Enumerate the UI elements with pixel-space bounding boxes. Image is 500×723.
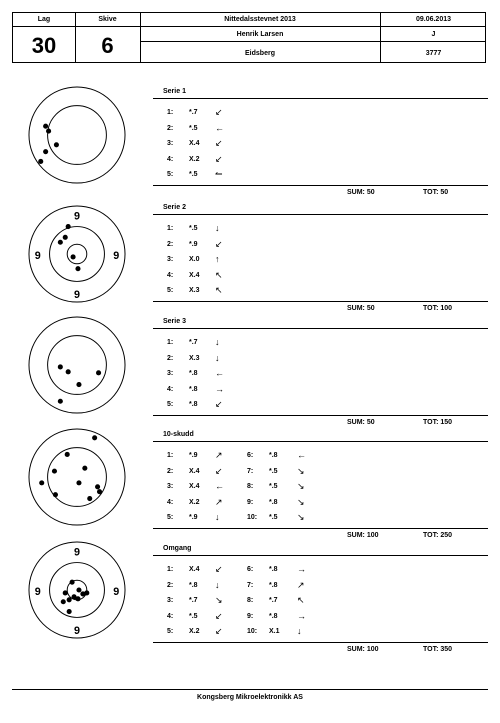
shot-direction-arrow: ↙: [215, 564, 223, 574]
footer-divider: [12, 689, 488, 690]
shot-row: [163, 171, 463, 181]
shot-value: *.8: [269, 612, 278, 620]
ring-number-label: 9: [74, 625, 80, 638]
shot-value: X.2: [189, 155, 200, 163]
shot-value: *.9: [189, 240, 198, 248]
series-total: TOT: 250: [423, 532, 453, 539]
target-ring: [48, 448, 107, 507]
shot-direction-arrow: ↘: [297, 465, 305, 476]
shot-row: [163, 269, 463, 282]
shooter-club: Eidsberg: [245, 50, 275, 57]
shot-number: 2:: [167, 124, 174, 132]
shot-hole: [43, 149, 48, 154]
shot-hole: [80, 591, 85, 596]
shot-value: *.5: [189, 225, 198, 232]
shot-row: [163, 153, 463, 166]
shot-value: X.3: [189, 354, 200, 362]
shot-number: 7:: [247, 581, 254, 589]
shot-direction-arrow: ↙: [215, 153, 223, 164]
shot-row: [163, 122, 463, 135]
shooter-number: 3777: [425, 50, 442, 57]
shot-number: 9:: [247, 612, 254, 620]
shot-number: 4:: [167, 385, 174, 393]
ring-number-label: 9: [74, 210, 80, 223]
shot-value: X.4: [189, 140, 200, 147]
shot-row: [163, 465, 463, 478]
shot-number: 5:: [167, 401, 174, 408]
shot-number: 3:: [167, 597, 174, 604]
target-ring-inner: [67, 244, 87, 264]
section-title-divider: [153, 214, 488, 215]
section-title: Omgang: [163, 545, 192, 552]
shot-direction-arrow: ←: [215, 122, 224, 133]
shot-hole: [66, 224, 71, 229]
shot-hole: [58, 364, 63, 369]
section-10-skudd: [163, 431, 487, 541]
shot-number: 4:: [167, 155, 174, 163]
shot-direction-arrow: ↗: [215, 450, 223, 460]
section-title-divider: [153, 555, 488, 556]
shot-direction-arrow: →: [215, 383, 224, 394]
section-title-divider: [153, 328, 488, 329]
series-sum: SUM: 50: [347, 419, 375, 426]
ring-number-label: 9: [34, 249, 41, 262]
shot-row: [163, 383, 463, 396]
shot-value: *.8: [269, 581, 278, 589]
shot-direction-arrow: ↙: [215, 399, 223, 409]
shot-number: 10:: [247, 628, 258, 635]
section-title-divider: [153, 441, 488, 442]
shot-value: *.8: [189, 370, 198, 377]
shot-number: 1:: [167, 566, 174, 573]
shot-value: *.9: [189, 452, 198, 459]
section-omgang: [163, 545, 487, 655]
target-ring-outer: [29, 317, 125, 413]
shot-direction-arrow: →: [297, 564, 306, 574]
shot-direction-arrow: ↓: [297, 626, 302, 636]
shot-row: [163, 483, 463, 493]
shot-number: 5:: [167, 628, 174, 635]
shot-value: *.8: [269, 566, 278, 573]
series-total: TOT: 50: [423, 189, 449, 196]
shot-hole: [76, 587, 81, 592]
shot-row: [163, 352, 463, 365]
shooter-name: Henrik Larsen: [236, 31, 284, 38]
shot-direction-arrow: ↓: [215, 337, 220, 347]
shot-value: *.5: [189, 612, 198, 620]
shot-hole: [82, 466, 87, 471]
shot-row: [163, 579, 463, 592]
shot-number: 9:: [247, 498, 254, 506]
ring-number-label: 9: [113, 249, 120, 262]
shot-hole: [67, 597, 72, 602]
shot-direction-arrow: ↘: [297, 496, 305, 507]
series-sum: SUM: 100: [347, 646, 379, 653]
shot-number: 4:: [167, 271, 174, 279]
shot-direction-arrow: ↙: [215, 465, 223, 476]
shot-value: *.8: [189, 581, 198, 589]
shot-value: X.3: [189, 287, 200, 294]
shot-value: X.4: [189, 483, 200, 490]
shot-number: 2:: [167, 354, 174, 362]
shot-number: 3:: [167, 483, 174, 490]
ring-number-label: 9: [74, 546, 80, 559]
shot-number: 1:: [167, 109, 174, 116]
shot-value: *.5: [189, 171, 198, 178]
shot-number: 3:: [167, 370, 174, 377]
shot-number: 8:: [247, 483, 254, 490]
shot-number: 4:: [167, 498, 174, 506]
shot-hole: [52, 469, 57, 474]
ring-number-label: 9: [74, 289, 80, 302]
target-ring-outer: [29, 87, 125, 183]
shot-direction-arrow: ↖: [215, 285, 223, 295]
shot-number: 5:: [167, 287, 174, 294]
shot-number: 1:: [167, 225, 174, 232]
shot-direction-arrow: ↙: [215, 626, 223, 636]
series-total: TOT: 150: [423, 419, 453, 426]
shot-row: [163, 401, 463, 411]
shot-number: 2:: [167, 240, 174, 248]
shot-hole: [39, 480, 44, 485]
shot-hole: [95, 484, 100, 489]
shot-number: 6:: [247, 566, 254, 573]
shot-number: 1:: [167, 452, 174, 459]
shot-number: 1:: [167, 339, 174, 346]
event-name: Nittedalsstevnet 2013: [224, 16, 296, 23]
shot-value: *.7: [189, 109, 198, 116]
shot-number: 4:: [167, 612, 174, 620]
shot-direction-arrow: ↓: [215, 579, 220, 590]
shot-hole: [54, 142, 59, 147]
shot-direction-arrow: ↓: [215, 352, 220, 363]
shot-value: X.4: [189, 271, 200, 279]
shot-row: [163, 610, 463, 623]
shot-row: [163, 496, 463, 509]
shot-number: 5:: [167, 171, 174, 178]
header-table: [12, 12, 486, 63]
shot-row: [163, 140, 463, 150]
shot-value: *.8: [269, 452, 278, 459]
shot-value: X.4: [189, 566, 200, 573]
shot-hole: [70, 580, 75, 585]
shot-hole: [46, 129, 51, 134]
shot-value: *.7: [189, 597, 198, 604]
shot-number: 5:: [167, 514, 174, 521]
shot-hole: [76, 382, 81, 387]
shot-hole: [67, 609, 72, 614]
section-sum-divider: [153, 301, 488, 302]
shot-row: [163, 597, 463, 607]
shot-value: *.8: [189, 385, 198, 393]
shot-row: [163, 370, 463, 380]
target-ring: [50, 227, 105, 282]
target-serie-3: [28, 316, 126, 414]
shot-hole: [71, 254, 76, 259]
shot-row: [163, 452, 463, 462]
shot-direction-arrow: ↙: [215, 107, 223, 117]
shot-value: *.5: [189, 124, 198, 132]
shot-hole: [76, 480, 81, 485]
shot-direction-arrow: →: [297, 610, 306, 621]
section-sum-divider: [153, 528, 488, 529]
target-10-skudd: [28, 428, 126, 526]
shot-value: *.5: [269, 467, 278, 475]
shot-direction-arrow: ←: [297, 450, 306, 460]
shot-direction-arrow: ↓: [215, 223, 220, 233]
ring-number-label: 9: [113, 585, 120, 598]
shot-direction-arrow: ↙: [215, 610, 223, 621]
shot-hole: [92, 435, 97, 440]
target-serie-1: [28, 86, 126, 184]
shot-value: *.5: [269, 483, 278, 490]
section-title: Serie 3: [163, 318, 186, 325]
section-sum-divider: [153, 415, 488, 416]
shot-hole: [63, 235, 68, 240]
series-total: TOT: 100: [423, 305, 453, 312]
shot-number: 2:: [167, 467, 174, 475]
shot-row: [163, 287, 463, 297]
section-title: Serie 1: [163, 88, 186, 95]
shot-direction-arrow: ↓: [215, 512, 220, 522]
shot-hole: [43, 124, 48, 129]
series-total: TOT: 350: [423, 646, 453, 653]
shot-value: *.8: [189, 401, 198, 408]
shot-value: X.2: [189, 498, 200, 506]
shot-hole: [58, 399, 63, 404]
lag-value: 30: [31, 33, 57, 58]
shot-row: [163, 566, 463, 576]
shot-hole: [63, 590, 68, 595]
shot-hole: [53, 492, 58, 497]
shot-value: *.7: [269, 597, 278, 604]
shot-direction-arrow: ↗: [215, 496, 223, 507]
series-sum: SUM: 100: [347, 532, 379, 539]
shot-direction-arrow: ↑: [215, 254, 220, 264]
shot-hole: [75, 266, 80, 271]
skive-label: Skive: [98, 16, 117, 23]
skive-value: 6: [101, 33, 114, 58]
section-title: Serie 2: [163, 204, 186, 211]
shot-direction-arrow: ↘: [215, 595, 223, 605]
section-title-divider: [153, 98, 488, 99]
series-sum: SUM: 50: [347, 305, 375, 312]
shot-value: X.0: [189, 256, 200, 263]
shooter-class: J: [431, 31, 436, 38]
shot-value: *.7: [189, 339, 198, 346]
shot-value: *.8: [269, 498, 278, 506]
shot-number: 6:: [247, 452, 254, 459]
target-ring: [48, 106, 107, 165]
shot-row: [163, 514, 463, 524]
shot-value: X.4: [189, 467, 200, 475]
shot-hole: [38, 159, 43, 164]
shot-number: 10:: [247, 514, 258, 521]
shot-value: *.5: [269, 514, 278, 521]
shot-row: [163, 628, 463, 638]
shot-number: 7:: [247, 467, 254, 475]
shot-direction-arrow: ↗: [297, 579, 305, 590]
target-serie-2: [28, 205, 126, 303]
shot-direction-arrow: ↘: [297, 481, 305, 491]
shot-direction-arrow: ↖: [297, 595, 305, 605]
shot-direction-arrow: ←: [215, 368, 224, 378]
shot-hole: [65, 452, 70, 457]
shot-row: [163, 238, 463, 251]
shot-hole: [75, 596, 80, 601]
shot-value: X.2: [189, 628, 200, 635]
section-title: 10-skudd: [163, 431, 194, 438]
shot-hole: [97, 489, 102, 494]
section-serie-1: [163, 88, 487, 198]
section-serie-3: [163, 318, 487, 428]
target-ring-outer: [29, 429, 125, 525]
shot-hole: [96, 370, 101, 375]
shot-direction-arrow: ↙: [215, 138, 223, 148]
shot-number: 3:: [167, 256, 174, 263]
shot-number: 2:: [167, 581, 174, 589]
shot-hole: [66, 369, 71, 374]
section-serie-2: [163, 204, 487, 314]
footer-text: Kongsberg Mikroelektronikk AS: [197, 694, 303, 701]
shot-row: [163, 109, 463, 119]
section-sum-divider: [153, 185, 488, 186]
section-sum-divider: [153, 642, 488, 643]
shot-direction-arrow: ↙: [215, 238, 223, 249]
shot-direction-arrow: ←: [215, 481, 224, 491]
shot-direction-arrow: ↖: [215, 269, 223, 280]
shot-row: [163, 339, 463, 349]
shot-hole: [61, 599, 66, 604]
shot-hole: [58, 240, 63, 245]
ring-number-label: 9: [34, 585, 41, 598]
series-sum: SUM: 50: [347, 189, 375, 196]
shot-direction-arrow: ↘: [297, 512, 305, 522]
shot-number: 8:: [247, 597, 254, 604]
target-omgang: [28, 541, 126, 639]
shot-direction-arrow: ↼: [215, 169, 223, 179]
shot-row: [163, 256, 463, 266]
shot-number: 3:: [167, 140, 174, 147]
shot-hole: [87, 496, 92, 501]
lag-label: Lag: [37, 16, 51, 23]
event-date: 09.06.2013: [415, 16, 452, 23]
shot-row: [163, 225, 463, 235]
shot-value: *.9: [189, 514, 198, 521]
shot-value: X.1: [269, 628, 280, 635]
